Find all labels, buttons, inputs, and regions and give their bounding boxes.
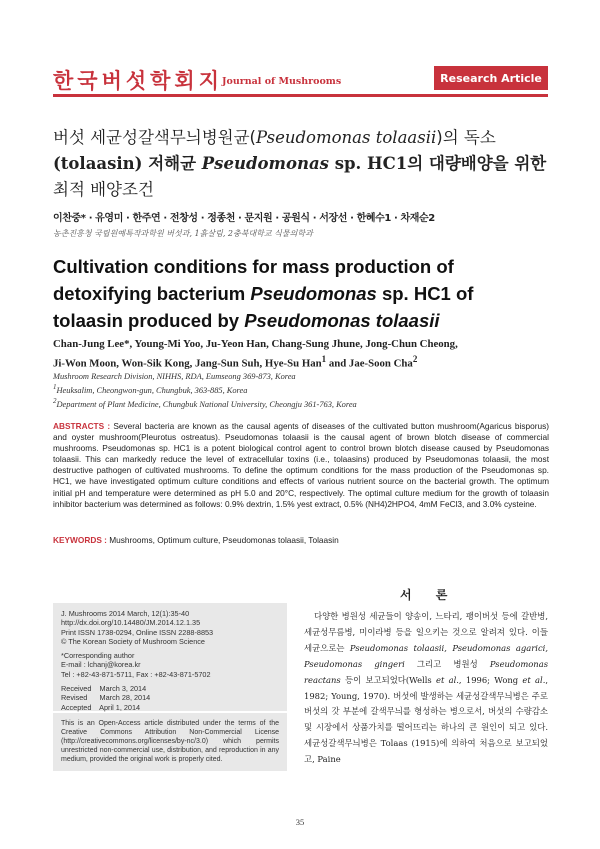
- en-title-genus: Pseudomonas: [250, 283, 377, 304]
- kr-title-text: 버섯 세균성갈색무늬병원균(: [53, 128, 256, 147]
- revised-date: Revised March 28, 2014: [61, 693, 151, 703]
- article-type-badge: Research Article: [434, 66, 548, 90]
- intro-text: ., 1982; Young, 1970). 버섯에 발생하는 세균성갈색무늬병은 주로 버섯의 갓 부분에 갈색무늬를 형성하는 병으로서, 버섯의 수량감소 및 시장에서 상품가치를 떨어뜨리는 하나의 큰 원인이 되고 있다. 세균성갈색무늬병은 Tolaas (1915)에 의하여 처음으로 보고되었고, Paine: [304, 674, 549, 765]
- intro-text: ., 1996; Wong: [456, 674, 523, 685]
- copyright: © The Korean Society of Mushroom Science: [61, 636, 205, 646]
- section-heading-introduction: 서 론: [400, 588, 458, 602]
- kr-title-text: (tolaasin) 저해균: [53, 154, 202, 173]
- en-title-text: Cultivation conditions for mass production of detoxifying bacterium: [53, 256, 454, 304]
- affil-sup: 2: [412, 354, 418, 364]
- telephone: Tel : +82-43-871-5711, Fax : +82-43-871-5702: [61, 669, 211, 679]
- kr-title-species: Pseudomonas tolaasii: [255, 128, 437, 147]
- affil-sup: 2: [53, 397, 57, 406]
- intro-text: 그리고 병원성: [404, 658, 490, 669]
- affiliation-line: [53, 382, 548, 396]
- corresponding-label: *Corresponding author: [61, 651, 135, 661]
- affil-sup: 1: [321, 354, 327, 364]
- affiliation-text: Department of Plant Medicine, Chungbuk National University, Cheongju 361-763, Korea: [56, 400, 357, 409]
- keywords-label: KEYWORDS :: [53, 535, 107, 545]
- issn: Print ISSN 1738-0294, Online ISSN 2288-8853: [61, 627, 214, 637]
- abstract-label: ABSTRACTS :: [53, 421, 111, 431]
- header-rule: [53, 94, 548, 97]
- korean-title: [53, 125, 553, 203]
- introduction-text: [304, 609, 548, 768]
- english-title: [53, 253, 548, 334]
- affiliation-line: [53, 396, 548, 410]
- affil-sup: 1: [53, 383, 57, 392]
- korean-authors: 이찬중* · 유영미 · 한주연 · 전창성 · 정종천 · 문지원 · 공원식 · 서장선 · 한혜수1 · 차재순2: [53, 213, 435, 224]
- page-number: 35: [295, 817, 305, 827]
- abstract: [53, 421, 549, 510]
- intro-etal: et al: [435, 674, 457, 685]
- intro-species: Pseudomonas tolaasii, Pseudomonas agarici, Pseudomonas gingeri: [304, 642, 548, 669]
- affiliation-line: Mushroom Research Division, NIHHS, RDA, Eumseong 369-873, Korea: [53, 372, 296, 381]
- received-date: Received March 3, 2014: [61, 684, 147, 694]
- intro-species: Pseudomonas reactans: [304, 658, 548, 685]
- kr-title-text: sp. HC1의 대량배양을 위한: [328, 154, 547, 173]
- intro-etal: et al: [522, 674, 543, 685]
- en-title-species: Pseudomonas tolaasii: [244, 310, 440, 331]
- english-authors: [53, 337, 548, 372]
- keywords-text: Mushrooms, Optimum culture, Pseudomonas tolaasii, Tolaasin: [109, 535, 339, 545]
- abstract-text: Several bacteria are known as the causal agents of diseases of the cultivated button mushroom(Agaricus bisporus) and oyster mushroom(Pleurotus ostreatus). Pseudomonas tolaasii is the causal agent of brown blotch disease of commercial mushrooms. Pseudomonas sp. HC1 is a potent biological control agent to control brown blotch disease caused by Pseudomonas tolaasii. This can markedly reduce the level of extracellular toxins (i.e., tolaasins) produced by Pseudomonas tolaasii, the most destructive pathogen of cultivated mushrooms. To define the optimum conditions for the mass production of the Pseudomonas sp. HC1, we have investigated optimum culture conditions and effects of various nutrient source on the bacterial growth. The optimum initial pH and temperature were determined as pH 5.0 and 20°C, respectively. The optimal culture medium for the growth of tolaasin inhibitor bacterium was determined as follows: 0.9% dextrin, 1.5% yest extract, 0.5% (NH4)2HPO4, 4mM FeCl3, and 3.0% cysteine.: [53, 421, 549, 509]
- intro-text: 다양한 병원성 세균들이 양송이, 느타리, 팽이버섯 등에 갈반병, 세균성무름병, 미이라병 등을 일으키는 것으로 알려져 있다. 이들 세균으로는: [304, 611, 548, 653]
- korean-affiliation: 농촌진흥청 국립원예특작과학원 버섯과, 1흙살림, 2충북대학교 식물의학과: [53, 229, 313, 238]
- journal-title-korean: 한국버섯학회지: [53, 69, 224, 93]
- kr-title-text: )의 독소: [436, 128, 496, 147]
- authors-line: Chan-Jung Lee*, Young-Mi Yoo, Ju-Yeon Han, Chang-Sung Jhune, Jong-Chun Cheong,: [53, 338, 458, 350]
- open-access-notice: This is an Open-Access article distributed under the terms of the Creative Commons Attribution Non-Commercial License (http://creativecommons.org/licenses/by-nc/3.0) which permits unrestricted non-commercial use, distribution, and reproduction in any medium, provided the original work is properly cited.: [53, 713, 287, 771]
- authors-line: and Jae-Soon Cha: [326, 357, 413, 370]
- en-title-text: sp. HC1 of tolaasin produced by: [53, 283, 474, 331]
- intro-text: 등이 보고되었다(Wells: [340, 674, 436, 685]
- english-affiliations: [53, 371, 548, 410]
- citation: J. Mushrooms 2014 March, 12(1):35-40: [61, 609, 190, 618]
- accepted-date: Accepted April 1, 2014: [61, 702, 141, 712]
- keywords: [53, 535, 549, 545]
- authors-line: Ji-Won Moon, Won-Sik Kong, Jang-Sun Suh, Hye-Su Han: [53, 357, 322, 370]
- journal-title-english: Journal of Mushrooms: [222, 76, 342, 87]
- affiliation-text: Heuksalim, Cheongwon-gun, Chungbuk, 363-885, Korea: [56, 386, 248, 395]
- kr-title-text: 최적 배양조건: [53, 180, 154, 199]
- email[interactable]: E-mail : lchanj@korea.kr: [61, 660, 141, 670]
- kr-title-genus: Pseudomonas: [201, 154, 329, 173]
- doi-link[interactable]: http://dx.doi.org/10.14480/JM.2014.12.1.35: [61, 618, 201, 628]
- article-info-box: [53, 603, 287, 711]
